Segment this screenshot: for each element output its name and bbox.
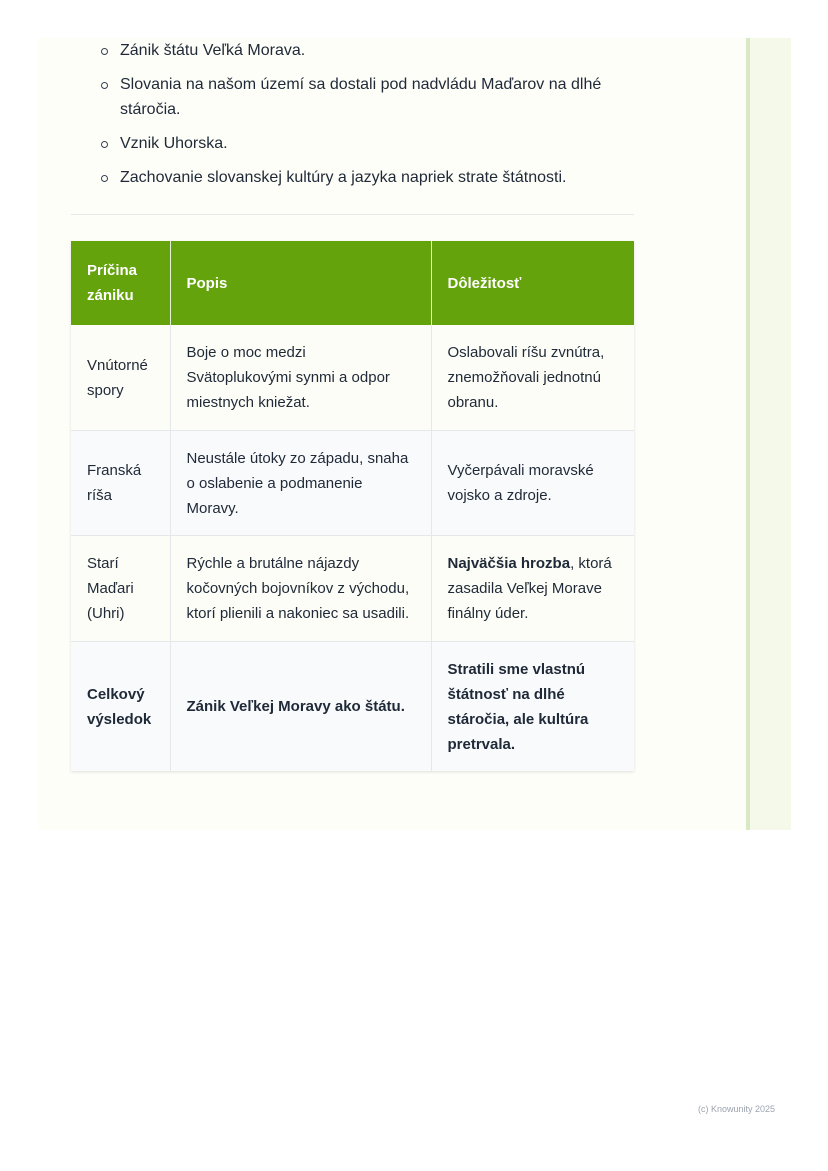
- list-item: Zachovanie slovanskej kultúry a jazyka napriek strate štátnosti.: [98, 165, 628, 190]
- bullet-circle-icon: [101, 48, 108, 55]
- table-header-row: [71, 241, 634, 325]
- cell-importance: [431, 536, 634, 642]
- table-row: [71, 325, 634, 431]
- list-item: Slovania na našom území sa dostali pod nadvládu Maďarov na dlhé stáročia.: [98, 72, 628, 122]
- importance-emphasis: Najväčšia hrozba: [447, 555, 571, 572]
- cell-description: Neustále útoky zo západu, snaha o oslabenie a podmanenie Moravy.: [170, 431, 431, 536]
- header-cause: Príčina zániku: [71, 241, 170, 325]
- cell-cause: Starí Maďari (Uhri): [71, 536, 170, 642]
- cell-importance: Vyčerpávali moravské vojsko a zdroje.: [431, 431, 634, 536]
- bullet-circle-icon: [101, 141, 108, 148]
- header-importance: Dôležitosť: [431, 241, 634, 325]
- header-description: Popis: [170, 241, 431, 325]
- table-row: [71, 431, 634, 536]
- cell-cause: Vnútorné spory: [71, 325, 170, 431]
- cell-cause: Celkový výsledok: [71, 642, 170, 772]
- card-side-panel: [750, 38, 791, 830]
- cell-description: Boje o moc medzi Svätoplukovými synmi a odpor miestnych kniežat.: [170, 325, 431, 431]
- cell-description: Zánik Veľkej Moravy ako štátu.: [170, 642, 431, 772]
- list-item: Vznik Uhorska.: [98, 131, 628, 156]
- bullet-circle-icon: [101, 82, 108, 89]
- cell-cause: Franská ríša: [71, 431, 170, 536]
- consequences-list: [98, 38, 628, 199]
- table-row-summary: [71, 642, 634, 772]
- section-divider: [71, 214, 634, 215]
- copyright-footer: (c) Knowunity 2025: [697, 1104, 775, 1114]
- cell-importance: Stratili sme vlastnú štátnosť na dlhé stáročia, ale kultúra pretrvala.: [431, 642, 634, 772]
- bullet-circle-icon: [101, 175, 108, 182]
- cell-description: Rýchle a brutálne nájazdy kočovných bojovníkov z východu, ktorí plienili a nakoniec sa usadili.: [170, 536, 431, 642]
- importance-rest: , ktorá zasadila Veľkej Morave finálny úder.: [447, 555, 612, 622]
- table-row: [71, 536, 634, 642]
- list-item: Zánik štátu Veľká Morava.: [98, 38, 628, 63]
- causes-table: [71, 241, 634, 771]
- cell-importance: Oslabovali ríšu zvnútra, znemožňovali jednotnú obranu.: [431, 325, 634, 431]
